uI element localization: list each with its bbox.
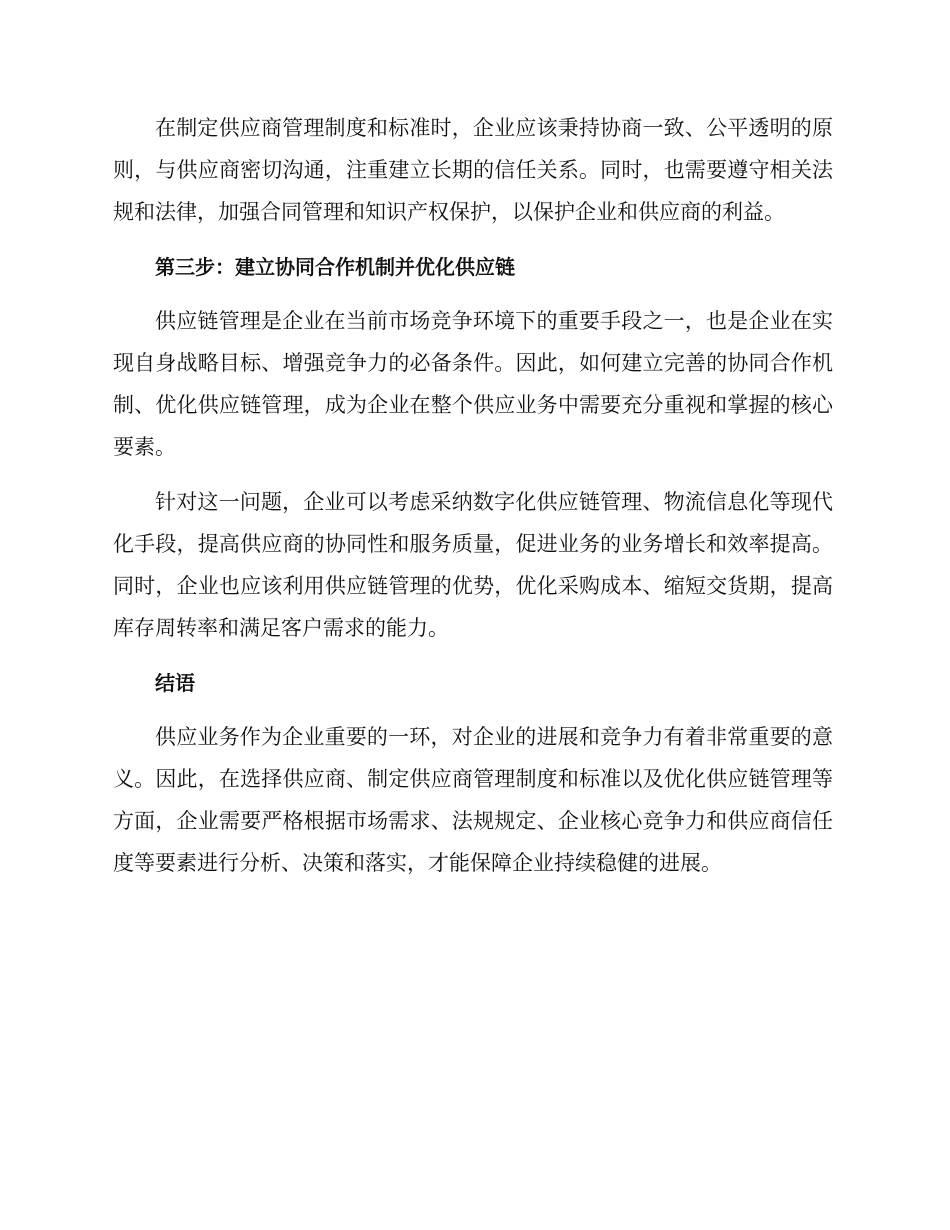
paragraph-supply-chain-management: 供应链管理是企业在当前市场竞争环境下的重要手段之一，也是企业在实现自身战略目标、增强竞争力的必备条件。因此，如何建立完善的协同合作机制、优化供应链管理，成为企业在整个供应业务中需要充分重视和掌握的核心要素。 [113,309,833,459]
paragraph-digital-supply-chain: 针对这一问题，企业可以考虑采纳数字化供应链管理、物流信息化等现代化手段，提高供应商的协同性和服务质量，促进业务的业务增长和效率提高。同时，企业也应该利用供应链管理的优势，优化采购成本、缩短交货期，提高库存周转率和满足客户需求的能力。 [113,490,833,640]
paragraph-supplier-standards: 在制定供应商管理制度和标准时，企业应该秉持协商一致、公平透明的原则，与供应商密切沟通，注重建立长期的信任关系。同时，也需要遵守相关法规和法律，加强合同管理和知识产权保护，以保护企业和供应商的利益。 [113,116,833,224]
paragraph-conclusion: 供应业务作为企业重要的一环，对企业的进展和竞争力有着非常重要的意义。因此，在选择供应商、制定供应商管理制度和标准以及优化供应链管理等方面，企业需要严格根据市场需求、法规规定、企业核心竞争力和供应商信任度等要素进行分析、决策和落实，才能保障企业持续稳健的进展。 [113,725,833,875]
document-body [113,107,833,897]
heading-conclusion: 结语 [155,671,195,695]
heading-step-three: 第三步：建立协同合作机制并优化供应链 [155,255,515,279]
